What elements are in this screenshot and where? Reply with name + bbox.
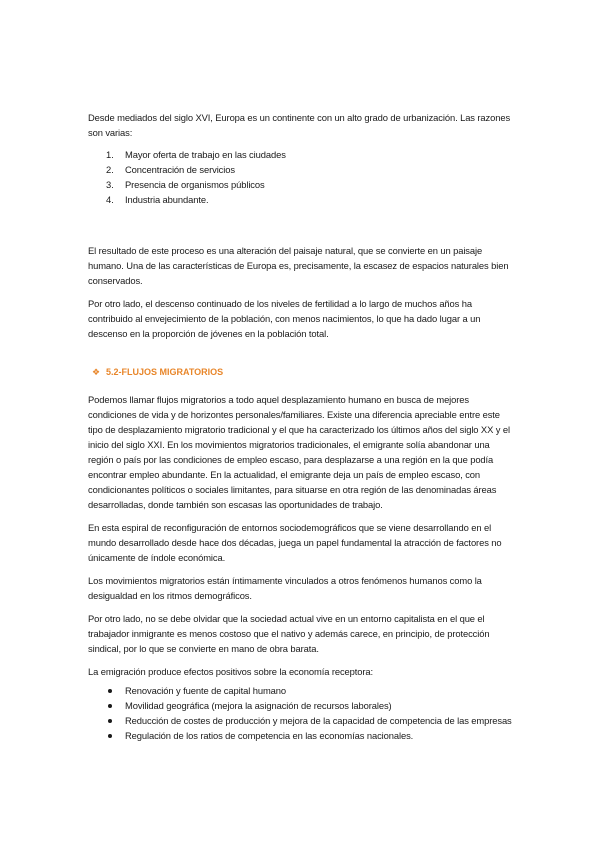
effects-paragraph: La emigración produce efectos positivos sobre la economía receptora: — [88, 666, 374, 677]
section-heading — [88, 365, 517, 380]
reasons-list — [88, 147, 517, 207]
effects-list — [88, 683, 517, 743]
bullet-icon — [108, 704, 112, 708]
list-item: Reducción de costes de producción y mejora de la capacidad de competencia de las empresas — [125, 713, 517, 728]
flows-paragraph: Podemos llamar flujos migratorios a todo aquel desplazamiento humano en busca de mejores condiciones de vida y de horizontes personales/familiares. Existe una diferencia apreciable entre este tipo de desplazamiento migratorio tradicional y el que ha caracterizado los últimos años del siglo XX y el inicio del siglo XXI. En los movimientos migratorios tradicionales, el emigrante solía abandonar una región o país por las condiciones de empleo escaso, para desplazarse a una región en la que podía encontrar empleo abundante. En la actualidad, el emigrante deja un país de empleo escaso, con condicionantes políticos o sociales limitantes, para situarse en otra región de las denominadas áreas desarrolladas, donde también son escasas las oportunidades de trabajo. — [88, 394, 510, 510]
list-item: Movilidad geográfica (mejora la asignación de recursos laborales) — [125, 698, 517, 713]
linked-paragraph: Los movimientos migratorios están íntimamente vinculados a otros fenómenos humanos como la desigualdad en los ritmos demográficos. — [88, 575, 482, 601]
intro-paragraph: Desde mediados del siglo XVI, Europa es un continente con un alto grado de urbanización. Las razones son varias: — [88, 112, 511, 138]
society-paragraph: Por otro lado, no se debe olvidar que la sociedad actual vive en un entorno capitalista en el que el trabajador inmigrante es menos costoso que el nativo y además carece, en principio, de protección sindical, por lo que se convierte en mano de obra barata. — [88, 613, 490, 654]
section-heading-text: 5.2-FLUJOS MIGRATORIOS — [106, 367, 224, 377]
bullet-icon — [108, 689, 112, 693]
fertility-paragraph: Por otro lado, el descenso continuado de los niveles de fertilidad a lo largo de muchos años ha contribuido al envejecimiento de la población, con menos nacimientos, lo que ha dado lugar a un descenso en la proporción de jóvenes en la población total. — [88, 298, 481, 339]
list-item: 4. Industria abundante. — [106, 194, 209, 205]
spiral-paragraph: En esta espiral de reconfiguración de entornos sociodemográficos que se viene desarrollando en el mundo desarrollado desde hace dos décadas, juega un papel fundamental la atracción de factores no únicamente de índole económica. — [88, 522, 502, 563]
list-item: 2. Concentración de servicios — [106, 164, 235, 175]
result-paragraph: El resultado de este proceso es una alteración del paisaje natural, que se convierte en un paisaje humano. Una de las características de Europa es, precisamente, la escasez de espacios naturales bien conservados. — [88, 245, 509, 286]
list-item: Renovación y fuente de capital humano — [125, 683, 517, 698]
bullet-icon — [108, 719, 112, 723]
list-item: 1. Mayor oferta de trabajo en las ciudades — [106, 149, 286, 160]
list-item: 3. Presencia de organismos públicos — [106, 179, 265, 190]
bullet-icon — [108, 734, 112, 738]
diamond-bullet-icon: ❖ — [92, 367, 101, 377]
list-item: Regulación de los ratios de competencia en las economías nacionales. — [125, 728, 517, 743]
